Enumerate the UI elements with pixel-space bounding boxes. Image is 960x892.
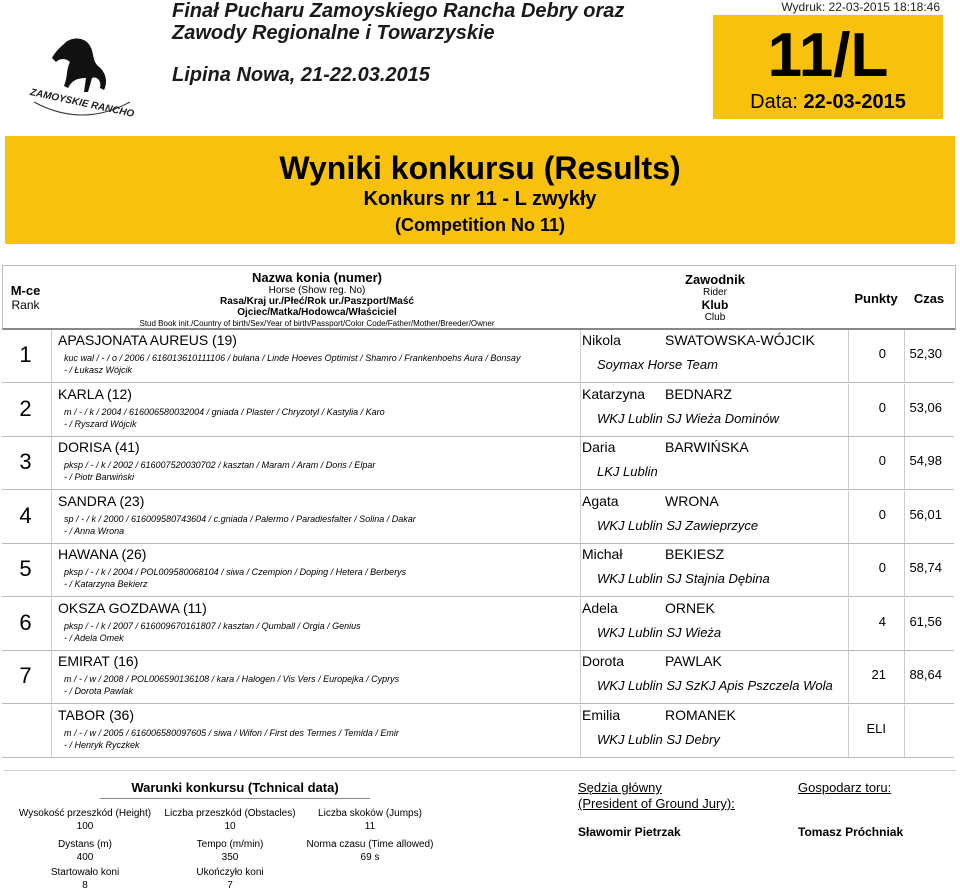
cond-jumps-label: Liczba skoków (Jumps) (318, 808, 422, 819)
cond-time-label: Norma czasu (Time allowed) (306, 839, 434, 850)
club-name: WKJ Lublin SJ SzKJ Apis Pszczela Wola (597, 678, 833, 693)
event-title-line2: Zawody Regionalne i Towarzyskie (172, 22, 495, 44)
header-horse-sub3: Ojciec/Matka/Hodowca/Właściciel (237, 307, 397, 318)
column-divider (51, 544, 52, 596)
time-value: 56,01 (909, 506, 942, 522)
competition-code: 11/L (767, 21, 889, 90)
column-divider (848, 491, 849, 543)
rank-number: 5 (19, 556, 32, 581)
horse-info-line2: - / Adela Omek (64, 632, 124, 643)
cond-jumps-value: 11 (364, 821, 376, 832)
club-name: LKJ Lublin (597, 464, 658, 479)
club-name: WKJ Lublin SJ Stajnia Dębina (597, 571, 770, 586)
horse-info (64, 727, 399, 751)
header-rider-sub: Rider (703, 287, 727, 298)
rider-last-name: SWATOWSKA-WÓJCIK (665, 332, 815, 348)
cond-obstacles-label: Liczba przeszkód (Obstacles) (164, 808, 296, 819)
horse-info-line1: kuc wal / - / o / 2006 / 616013610111106 / bułana / Linde Hoeves Optimist / Shamro / Frankenhoehs Aura / Bonsay (64, 353, 521, 363)
column-divider (848, 330, 849, 382)
rank-number: 1 (19, 342, 32, 367)
header-club-sub: Club (704, 312, 726, 323)
column-divider (51, 598, 52, 650)
horse-name: EMIRAT (16) (58, 653, 139, 669)
header-rank-sub: Rank (11, 298, 40, 312)
jury-label1: Sędzia główny (578, 780, 662, 795)
rider-last-name: ROMANEK (665, 706, 736, 723)
club-name: WKJ Lublin SJ Debry (597, 731, 720, 747)
header-horse-sub4: Stud Book init./Country of birth/Sex/Year of birth/Passport/Color Code/Father/Mother/Breeder/Owner (139, 319, 495, 328)
horse-name: APASJONATA AUREUS (19) (58, 332, 237, 348)
horse-info (64, 352, 520, 376)
cond-tempo-label: Tempo (m/min) (196, 839, 264, 850)
cond-started (10, 866, 160, 892)
points-value: 4 (878, 613, 886, 629)
horse-info (64, 406, 385, 430)
header-points: Punkty (854, 291, 898, 306)
cond-tempo (160, 838, 300, 864)
rider-first-name: Nikola (582, 332, 621, 348)
header-rider (584, 265, 846, 327)
column-divider (904, 705, 905, 757)
competition-code-box (713, 15, 943, 119)
cond-obstacles-value: 10 (224, 821, 236, 832)
rider-last-name: BEDNARZ (665, 385, 732, 402)
table-row (2, 705, 954, 758)
table-row (2, 491, 954, 544)
rider-first-name: Agata (582, 492, 619, 509)
header-time: Czas (913, 291, 945, 306)
time-value: 61,56 (909, 613, 942, 629)
rank-number: 4 (19, 502, 32, 528)
points-value: 0 (878, 506, 886, 522)
jury-label2: (President of Ground Jury): (578, 796, 735, 811)
cond-time-value: 69 s (360, 852, 380, 863)
column-divider (904, 651, 905, 703)
club-name: WKJ Lublin SJ Wieża (597, 624, 722, 640)
cond-finished (160, 866, 300, 892)
header-club-title: Klub (701, 298, 729, 312)
column-divider (904, 491, 905, 543)
column-divider (904, 437, 905, 489)
rider-last-name: BEKIESZ (665, 546, 725, 562)
cond-finished-label: Ukończyło koni (196, 867, 264, 878)
header-rider-title: Zawodnik (685, 272, 745, 287)
column-divider (848, 598, 849, 650)
horse-info-line2: - / Dorota Pawlak (64, 686, 134, 696)
time-value: 53,06 (909, 399, 942, 415)
rider-first-name: Katarzyna (582, 385, 646, 402)
horse-info (64, 620, 361, 644)
rider-last-name: BARWIŃSKA (665, 439, 749, 455)
banner-competition: Konkurs nr 11 - L zwykły (363, 188, 597, 210)
horse-info-line1: pksp / - / k / 2007 / 616009670161807 / kasztan / Qumball / Orgia / Genius (64, 620, 361, 631)
host-name: Tomasz Próchniak (798, 825, 904, 839)
rider-first-name: Dorota (582, 653, 625, 669)
table-row (2, 598, 954, 651)
header-rank (2, 265, 49, 327)
conditions-title: Warunki konkursu (Tchnical data) (100, 780, 370, 799)
rank-number: 3 (19, 449, 32, 474)
horse-info-line2: - / Katarzyna Bekierz (64, 579, 148, 589)
jury-label (578, 780, 735, 812)
header-horse (52, 265, 582, 327)
time-value: 88,64 (909, 667, 942, 682)
column-divider (848, 651, 849, 703)
time-value: 52,30 (909, 346, 942, 361)
horse-info-line2: - / Łukasz Wójcik (64, 365, 133, 375)
cond-distance-value: 400 (76, 852, 94, 863)
cond-obstacles (160, 807, 300, 833)
horse-info-line1: m / - / w / 2005 / 616006580097605 / siwa / Wifon / First des Termes / Temida / Emir (64, 727, 399, 738)
horse-info-line1: sp / - / k / 2000 / 616009580743604 / c.gniada / Palermo / Paradiesfalter / Solina / Dakar (64, 513, 416, 524)
cond-distance (10, 838, 160, 864)
event-title-line1: Finał Pucharu Zamoyskiego Rancha Debry oraz (172, 0, 625, 22)
banner-title: Wyniki konkursu (Results) (279, 150, 681, 186)
divider (4, 770, 956, 771)
results-banner (5, 136, 955, 244)
horse-name: OKSZA GOZDAWA (11) (58, 599, 207, 616)
date-value: 22-03-2015 (803, 91, 906, 113)
column-divider (51, 491, 52, 543)
club-name: WKJ Lublin SJ Zawieprzyce (597, 517, 759, 533)
column-divider (904, 544, 905, 596)
column-divider (904, 330, 905, 382)
cond-started-label: Startowało koni (50, 867, 120, 878)
jury-name: Sławomir Pietrzak (578, 825, 681, 839)
rider-last-name: WRONA (665, 492, 719, 509)
horse-info (64, 459, 375, 483)
logo-text: ZAMOYSKIE RANCHO (28, 87, 136, 120)
horse-name: TABOR (36) (58, 706, 134, 723)
points-value: 0 (878, 560, 886, 575)
horse-info-line2: - / Ryszard Wójcik (64, 418, 137, 429)
club-name: WKJ Lublin SJ Wieża Dominów (597, 410, 779, 426)
table-row (2, 544, 954, 597)
cond-tempo-value: 350 (221, 852, 239, 863)
rider-last-name: PAWLAK (665, 653, 722, 669)
horse-name: SANDRA (23) (58, 492, 145, 509)
points-value: 0 (878, 346, 886, 361)
cond-finished-value: 7 (227, 880, 233, 891)
rider-first-name: Michał (582, 546, 623, 562)
column-divider (580, 705, 581, 757)
club-name: Soymax Horse Team (597, 357, 718, 372)
rider-first-name: Emilia (582, 706, 621, 723)
column-divider (848, 384, 849, 436)
table-row (2, 384, 954, 437)
points-value: ELI (866, 720, 886, 736)
competition-date (713, 91, 943, 114)
points-value: 0 (878, 453, 886, 468)
header-horse-title: Nazwa konia (numer) (251, 270, 383, 285)
column-divider (580, 384, 581, 436)
horse-info-line2: - / Piotr Barwiński (64, 472, 135, 482)
cond-height-label: Wysokość przeszkód (Height) (18, 808, 152, 819)
rider-first-name: Daria (582, 439, 616, 455)
column-divider (904, 598, 905, 650)
host-label: Gospodarz toru: (798, 780, 892, 795)
rider-last-name: ORNEK (665, 599, 715, 616)
column-divider (580, 651, 581, 703)
banner-competition-no: (Competition No 11) (395, 215, 565, 235)
horse-info (64, 566, 406, 590)
horse-name: HAWANA (26) (58, 546, 147, 562)
cond-height-value: 100 (76, 821, 94, 832)
column-divider (580, 437, 581, 489)
cond-jumps (300, 807, 440, 833)
column-divider (51, 705, 52, 757)
time-value: 58,74 (909, 560, 942, 575)
header-rank-title: M-ce (10, 283, 41, 298)
table-row (2, 330, 954, 383)
column-divider (848, 544, 849, 596)
rank-number: 2 (19, 395, 32, 421)
column-divider (848, 437, 849, 489)
column-divider (51, 384, 52, 436)
event-place-date: Lipina Nowa, 21-22.03.2015 (172, 64, 430, 86)
table-row (2, 651, 954, 704)
horse-info-line1: pksp / - / k / 2002 / 616007520030702 / kasztan / Maram / Aram / Doris / Elpar (64, 460, 376, 470)
date-label: Data: (750, 91, 798, 113)
column-divider (580, 598, 581, 650)
cond-height (10, 807, 160, 833)
cond-time-allowed (300, 838, 440, 864)
column-divider (904, 384, 905, 436)
column-divider (580, 491, 581, 543)
column-divider (580, 330, 581, 382)
points-value: 0 (878, 399, 886, 415)
horse-name: DORISA (41) (58, 439, 140, 455)
cond-distance-label: Dystans (m) (58, 839, 112, 850)
column-divider (51, 651, 52, 703)
header-horse-sub1: Horse (Show reg. No) (268, 285, 366, 296)
rank-number: 6 (19, 609, 32, 635)
table-row (2, 437, 954, 490)
column-divider (848, 705, 849, 757)
event-title (172, 0, 624, 44)
horse-info-line1: m / - / w / 2008 / POL006590136108 / kara / Halogen / Vis Vers / Europejka / Cyprys (64, 674, 400, 684)
horse-info (64, 513, 416, 537)
horse-info-line2: - / Anna Wrona (64, 525, 125, 536)
logo (26, 32, 138, 124)
points-value: 21 (871, 667, 886, 682)
horse-info-line1: m / - / k / 2004 / 616006580032004 / gniada / Plaster / Chryzotyl / Kastylia / Karo (64, 406, 385, 417)
horse-info-line2: - / Henryk Ryczkek (64, 739, 140, 750)
rank-number: 7 (19, 663, 32, 688)
column-divider (580, 544, 581, 596)
rider-first-name: Adela (582, 599, 618, 616)
column-divider (51, 437, 52, 489)
print-timestamp: Wydruk: 22-03-2015 18:18:46 (781, 0, 940, 14)
column-divider (51, 330, 52, 382)
header-horse-sub2: Rasa/Kraj ur./Płeć/Rok ur./Paszport/Maść (220, 296, 414, 307)
time-value: 54,98 (909, 453, 942, 468)
cond-started-value: 8 (82, 880, 88, 891)
horse-info (64, 673, 399, 697)
horse-name: KARLA (12) (58, 385, 132, 402)
horse-info-line1: pksp / - / k / 2004 / POL009580068104 / siwa / Czempion / Doping / Hetera / Berberys (64, 567, 407, 577)
